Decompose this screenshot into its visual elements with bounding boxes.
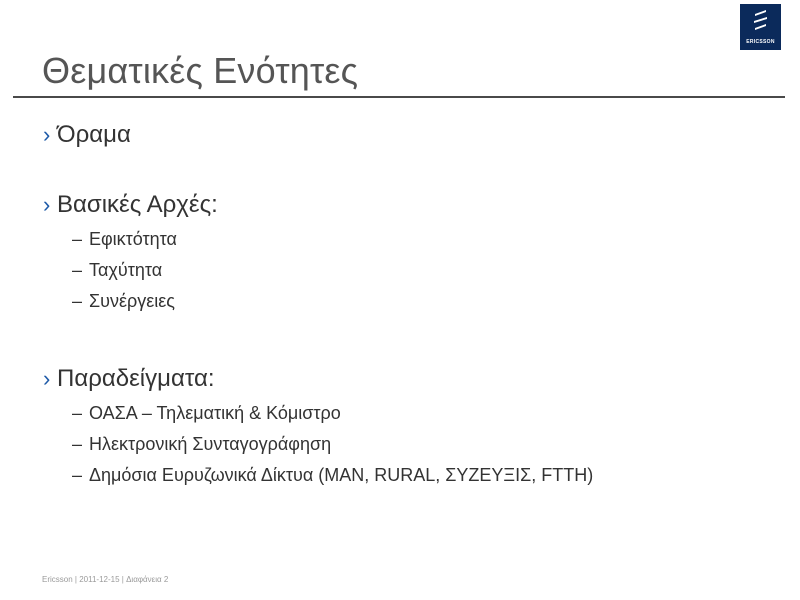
bullet-section-3 [43, 364, 783, 491]
dash-icon: – [72, 403, 83, 423]
footer-company: Ericsson [42, 575, 73, 584]
dash-icon: – [72, 291, 83, 311]
bullet-label: Όραμα [57, 121, 131, 148]
chevron-right-icon: › [43, 122, 51, 147]
bullet-label: Παραδείγματα: [57, 365, 215, 392]
bullet-item [43, 120, 783, 150]
sub-item [43, 429, 783, 460]
footer-date: 2011-12-15 [79, 575, 120, 584]
slide-footer [42, 575, 168, 584]
sub-item [43, 224, 783, 255]
bullet-label: Βασικές Αρχές: [57, 191, 218, 218]
sub-label: Ηλεκτρονική Συνταγογράφηση [89, 434, 332, 454]
footer-slide-number: Διαφάνεια 2 [126, 575, 169, 584]
ericsson-logo-icon [740, 4, 781, 38]
bullet-item [43, 364, 783, 394]
dash-icon: – [72, 434, 83, 454]
dash-icon: – [72, 465, 83, 485]
logo-text: ERICSSON [746, 39, 775, 45]
sub-label: Εφικτότητα [89, 229, 177, 249]
sub-label: ΟΑΣΑ – Τηλεματική & Κόμιστρο [89, 403, 341, 423]
sub-list [43, 398, 783, 491]
title-divider [13, 96, 785, 98]
sub-list [43, 224, 783, 317]
sub-item [43, 460, 783, 491]
bullet-section-1 [43, 120, 783, 190]
footer-separator: | [119, 575, 127, 584]
footer-separator: | [72, 575, 80, 584]
slide-title: Θεματικές Ενότητες [42, 50, 359, 91]
ericsson-logo [740, 4, 781, 50]
bullet-section-2 [43, 190, 783, 364]
sub-label: Δημόσια Ευρυζωνικά Δίκτυα (MAN, RURAL, ΣΥΖΕΥΞΙΣ, FTTH) [89, 465, 594, 485]
slide-content [43, 120, 783, 491]
dash-icon: – [72, 260, 83, 280]
chevron-right-icon: › [43, 192, 51, 217]
sub-item [43, 398, 783, 429]
sub-item [43, 255, 783, 286]
sub-label: Συνέργειες [89, 291, 175, 311]
sub-item [43, 286, 783, 317]
bullet-item [43, 190, 783, 220]
dash-icon: – [72, 229, 83, 249]
chevron-right-icon: › [43, 366, 51, 391]
sub-label: Ταχύτητα [89, 260, 163, 280]
